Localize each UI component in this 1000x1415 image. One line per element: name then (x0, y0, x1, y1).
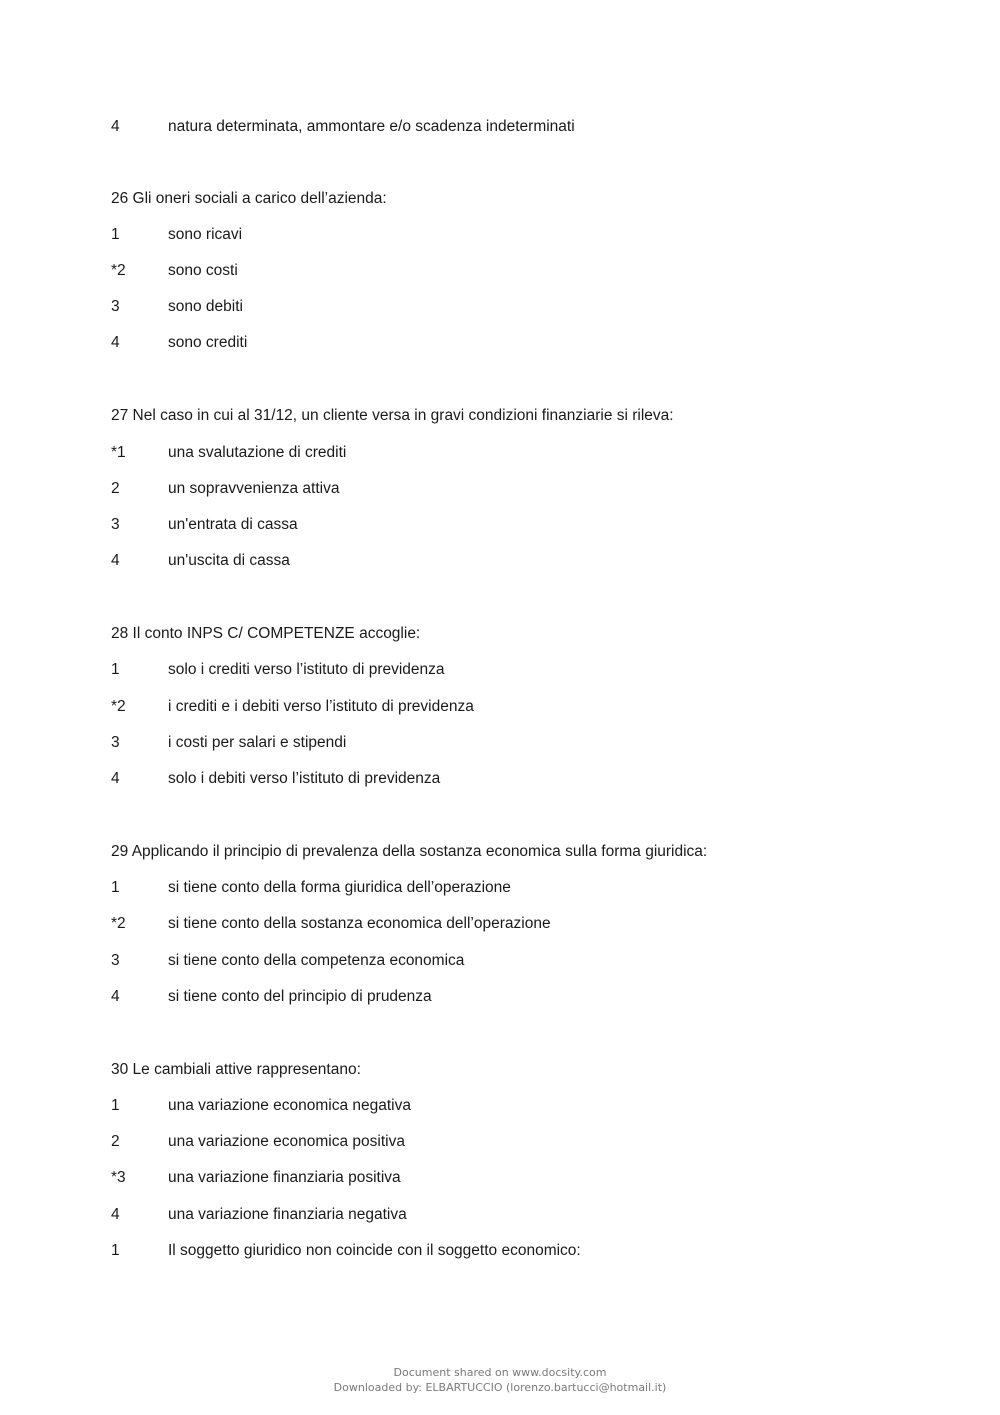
question-26-option-2 (111, 261, 238, 281)
option-number: *2 (111, 698, 126, 715)
option-text: un'entrata di cassa (168, 516, 298, 533)
option-number: 4 (111, 334, 120, 351)
option-text: un'uscita di cassa (168, 552, 290, 569)
option-number: *3 (111, 1169, 126, 1186)
question-28-title: 28 Il conto INPS C/ COMPETENZE accoglie: (111, 625, 421, 642)
question-26-option-1 (111, 225, 242, 245)
option-text: Il soggetto giuridico non coincide con il soggetto economico: (168, 1242, 581, 1259)
question-29-option-3 (111, 951, 464, 971)
intro-option (111, 117, 575, 137)
option-text: solo i crediti verso l’istituto di previdenza (168, 661, 445, 678)
option-number: 4 (111, 770, 120, 787)
option-text: sono debiti (168, 298, 243, 315)
option-text: sono costi (168, 262, 238, 279)
question-29-option-2 (111, 914, 551, 934)
option-text: natura determinata, ammontare e/o scadenza indeterminati (168, 118, 575, 135)
option-number: 4 (111, 552, 120, 569)
option-number: 1 (111, 1242, 120, 1259)
option-text: si tiene conto della competenza economica (168, 952, 465, 969)
question-30-option-4 (111, 1205, 407, 1225)
option-text: un sopravvenienza attiva (168, 480, 340, 497)
question-30-option-3 (111, 1168, 401, 1188)
option-text: una variazione economica positiva (168, 1133, 405, 1150)
option-number: 3 (111, 734, 120, 751)
footer-download-note: Downloaded by: ELBARTUCCIO (lorenzo.bartucci@hotmail.it) (333, 1381, 667, 1394)
question-30-option-1 (111, 1096, 411, 1116)
option-number: *2 (111, 915, 126, 932)
question-28-option-3 (111, 733, 346, 753)
option-number: 1 (111, 1097, 120, 1114)
option-text: si tiene conto della sostanza economica dell’operazione (168, 915, 551, 932)
option-number: 1 (111, 226, 120, 243)
option-number: 3 (111, 516, 120, 533)
option-number: 4 (111, 118, 120, 135)
question-26-title: 26 Gli oneri sociali a carico dell’azienda: (111, 190, 387, 207)
option-text: sono ricavi (168, 226, 243, 243)
option-number: *2 (111, 262, 126, 279)
question-28-option-2 (111, 697, 474, 717)
option-text: i crediti e i debiti verso l’istituto di previdenza (168, 698, 474, 715)
question-29-title: 29 Applicando il principio di prevalenza della sostanza economica sulla forma giuridica: (111, 843, 708, 860)
option-number: 1 (111, 879, 120, 896)
question-28-option-4 (111, 769, 440, 789)
question-29-option-4 (111, 987, 432, 1007)
option-number: 2 (111, 480, 120, 497)
question-30-option-2 (111, 1132, 405, 1152)
question-26-option-4 (111, 333, 247, 353)
option-text: si tiene conto del principio di prudenza (168, 988, 432, 1005)
option-number: 2 (111, 1133, 120, 1150)
question-29-option-1 (111, 878, 511, 898)
option-text: sono crediti (168, 334, 248, 351)
option-number: 3 (111, 298, 120, 315)
question-27-title: 27 Nel caso in cui al 31/12, un cliente versa in gravi condizioni finanziarie si rileva: (111, 407, 674, 424)
option-text: i costi per salari e stipendi (168, 734, 347, 751)
option-text: una svalutazione di crediti (168, 444, 347, 461)
option-number: 1 (111, 661, 120, 678)
option-text: una variazione finanziaria positiva (168, 1169, 401, 1186)
option-number: *1 (111, 444, 126, 461)
option-number: 4 (111, 1206, 120, 1223)
option-number: 3 (111, 952, 120, 969)
question-27-option-3 (111, 515, 298, 535)
question-26-option-3 (111, 297, 243, 317)
question-30-option-5 (111, 1241, 581, 1261)
option-text: una variazione finanziaria negativa (168, 1206, 407, 1223)
footer-shared-note: Document shared on www.docsity.com (393, 1366, 607, 1379)
question-27-option-1 (111, 443, 346, 463)
question-28-option-1 (111, 660, 445, 680)
option-text: si tiene conto della forma giuridica dell’operazione (168, 879, 511, 896)
question-27-option-4 (111, 551, 290, 571)
option-number: 4 (111, 988, 120, 1005)
question-30-title: 30 Le cambiali attive rappresentano: (111, 1061, 361, 1078)
question-27-option-2 (111, 479, 339, 499)
option-text: solo i debiti verso l’istituto di previdenza (168, 770, 441, 787)
option-text: una variazione economica negativa (168, 1097, 411, 1114)
